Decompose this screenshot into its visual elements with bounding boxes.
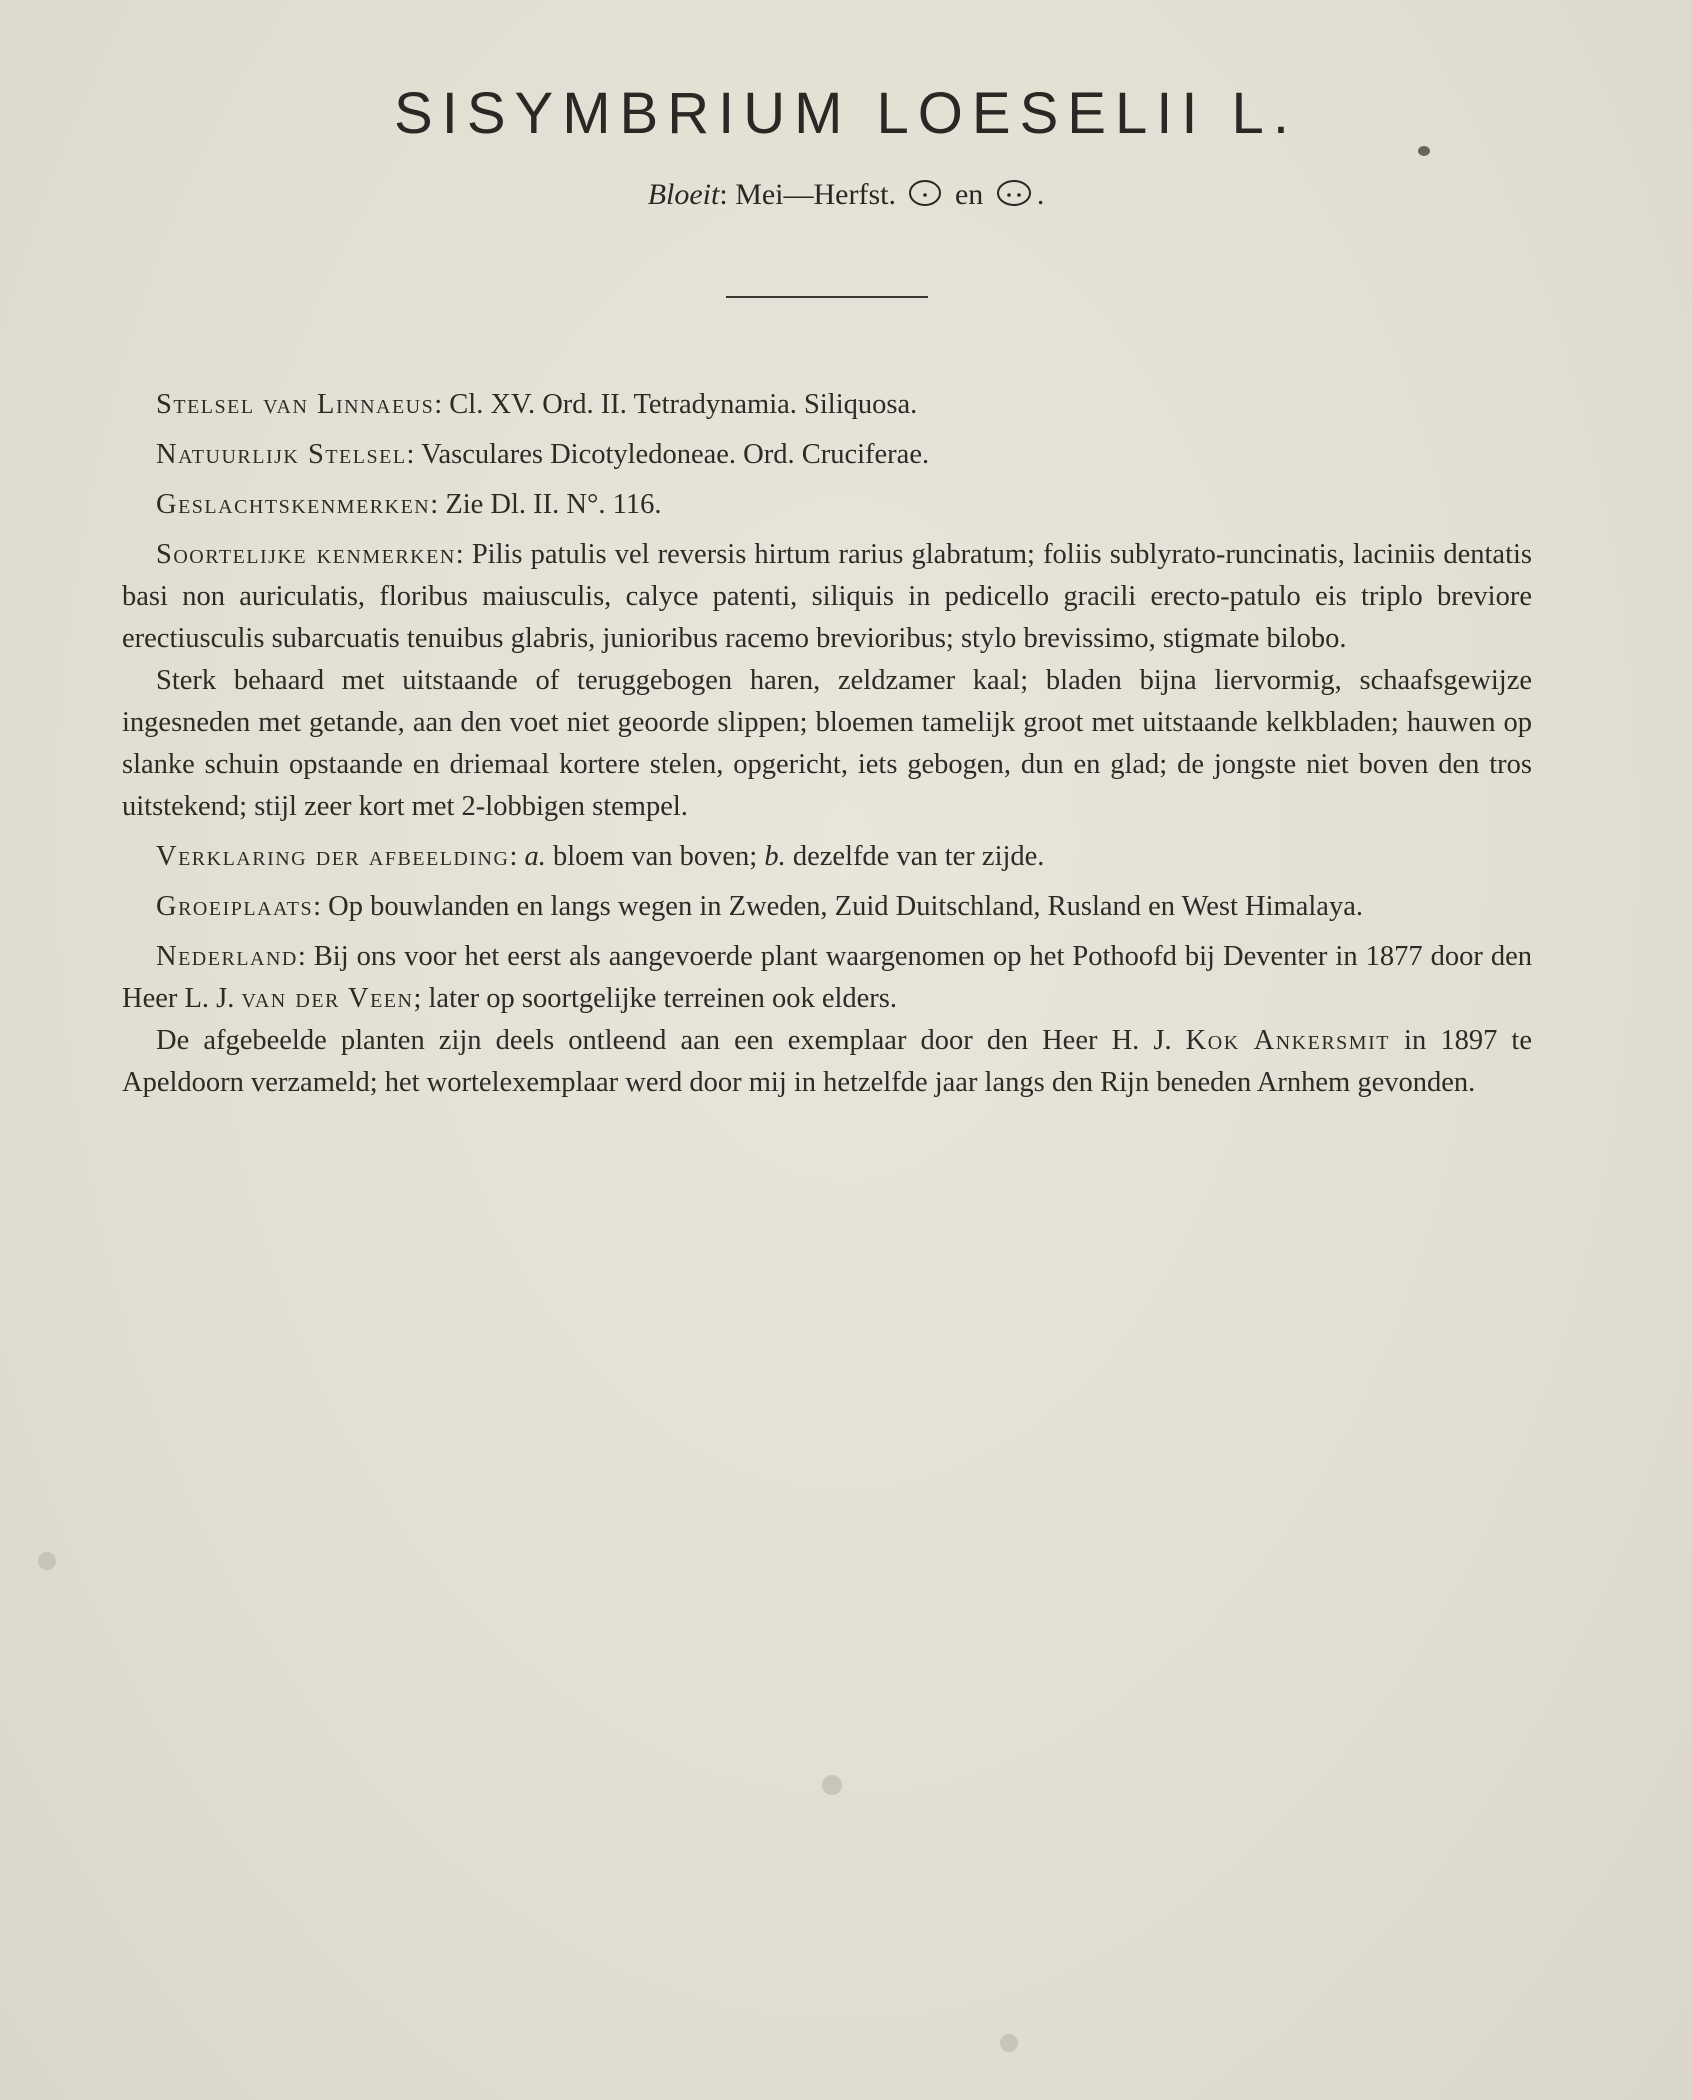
groeiplaats-sep: : — [313, 891, 329, 922]
natuurlijk-text: Vasculares Dicotyledoneae. Ord. Cruciferae. — [421, 439, 930, 470]
verklaring-b-letter: b. — [764, 841, 786, 872]
paragraph-linnaeus — [122, 384, 1532, 426]
flowering-end: . — [1036, 178, 1045, 211]
paragraph-afgebeelde — [122, 1020, 1532, 1104]
soort-sep: : — [455, 539, 472, 570]
flowering-months: Mei—Herfst. — [735, 178, 896, 211]
groeiplaats-text: Op bouwlanden en langs wegen in Zweden, Zuid Duitschland, Rusland en West Himalaya. — [328, 891, 1363, 922]
divider-rule — [726, 296, 928, 298]
annual-symbol-icon — [907, 178, 943, 216]
verklaring-sep: : — [509, 841, 525, 872]
paper-speck — [1418, 146, 1430, 156]
paragraph-nederland — [122, 936, 1532, 1020]
paper-speck — [38, 1552, 56, 1570]
nederland-text-after: ; later op soortgelijke terreinen ook elders. — [413, 983, 897, 1014]
paragraph-verklaring — [122, 836, 1532, 878]
natuurlijk-label: Natuurlijk Stelsel — [156, 439, 407, 470]
linnaeus-sep: : — [434, 389, 450, 420]
paragraph-geslacht — [122, 484, 1532, 526]
paragraph-soort — [122, 534, 1532, 660]
paragraph-sterk — [122, 660, 1532, 828]
verklaring-a-letter: a. — [524, 841, 546, 872]
geslacht-sep: : — [430, 489, 446, 520]
flowering-label: Bloeit — [647, 178, 720, 211]
verklaring-label: Verklaring der afbeelding — [156, 841, 510, 872]
verklaring-b-text: dezelfde van ter zijde. — [785, 841, 1045, 872]
soort-label: Soortelijke kenmerken — [156, 539, 456, 570]
flowering-line — [0, 178, 1692, 216]
natuurlijk-sep: : — [406, 439, 422, 470]
biennial-symbol-icon — [995, 178, 1033, 216]
linnaeus-text: Cl. XV. Ord. II. Tetradynamia. Siliquosa. — [449, 389, 918, 420]
soort-text: Pilis patulis vel reversis hirtum rarius glabratum; foliis sublyrato-runcinatis, laciniis dentatis basi non auriculatis, floribus maiusculis, calyce patenti, siliquis in pedicello gracili erecto-patulo eis triplo breviore erectiusculis subarcuatis tenuibus glabris, junioribus racemo brevioribus; stylo brevissimo, stigmate bilobo. — [122, 539, 1532, 654]
nederland-sep: : — [297, 941, 314, 972]
paragraph-natuurlijk — [122, 434, 1532, 476]
geslacht-label: Geslachtskenmerken — [156, 489, 431, 520]
groeiplaats-label: Groeiplaats — [156, 891, 314, 922]
sterk-text: Sterk behaard met uitstaande of teruggebogen haren, zeldzamer kaal; bladen bijna liervormig, schaafsgewijze ingesneden met getande, aan den voet niet geoorde slippen; bloemen tamelijk groot met uitstaande kelkbladen; hauwen op slanke schuin opstaande en driemaal kortere stelen, opgericht, iets gebogen, dun en glad; de jongste niet boven den tros uitstekend; stijl zeer kort met 2-lobbigen stempel. — [122, 665, 1532, 822]
paper-speck — [822, 1775, 842, 1795]
geslacht-text: Zie Dl. II. N°. 116. — [445, 489, 662, 520]
nederland-name: van der Veen — [241, 983, 414, 1014]
paragraph-groeiplaats — [122, 886, 1532, 928]
flowering-colon: : — [719, 178, 728, 211]
nederland-label: Nederland — [156, 941, 298, 972]
linnaeus-label: Stelsel van Linnaeus — [156, 389, 435, 420]
afgebeelde-text-before: De afgebeelde planten zijn deels ontleend aan een exemplaar door den Heer H. J. — [156, 1025, 1186, 1056]
afgebeelde-name: Kok Ankersmit — [1185, 1025, 1390, 1056]
afgebeelde-text-after: in 1897 te Apeldoorn verzameld; het wortelexemplaar werd door mij in hetzelfde jaar langs den Rijn beneden Arnhem gevonden. — [122, 1025, 1532, 1098]
flowering-conjunction: en — [954, 178, 984, 211]
page-title: SISYMBRIUM LOESELII L. — [394, 81, 1298, 146]
verklaring-a-text: bloem van boven; — [545, 841, 765, 872]
description-body — [122, 384, 1532, 1112]
paper-speck — [1000, 2034, 1018, 2052]
nederland-text-before: Bij ons voor het eerst als aangevoerde plant waargenomen op het Pothoofd bij Deventer in 1877 door den Heer L. J. — [122, 941, 1532, 1014]
